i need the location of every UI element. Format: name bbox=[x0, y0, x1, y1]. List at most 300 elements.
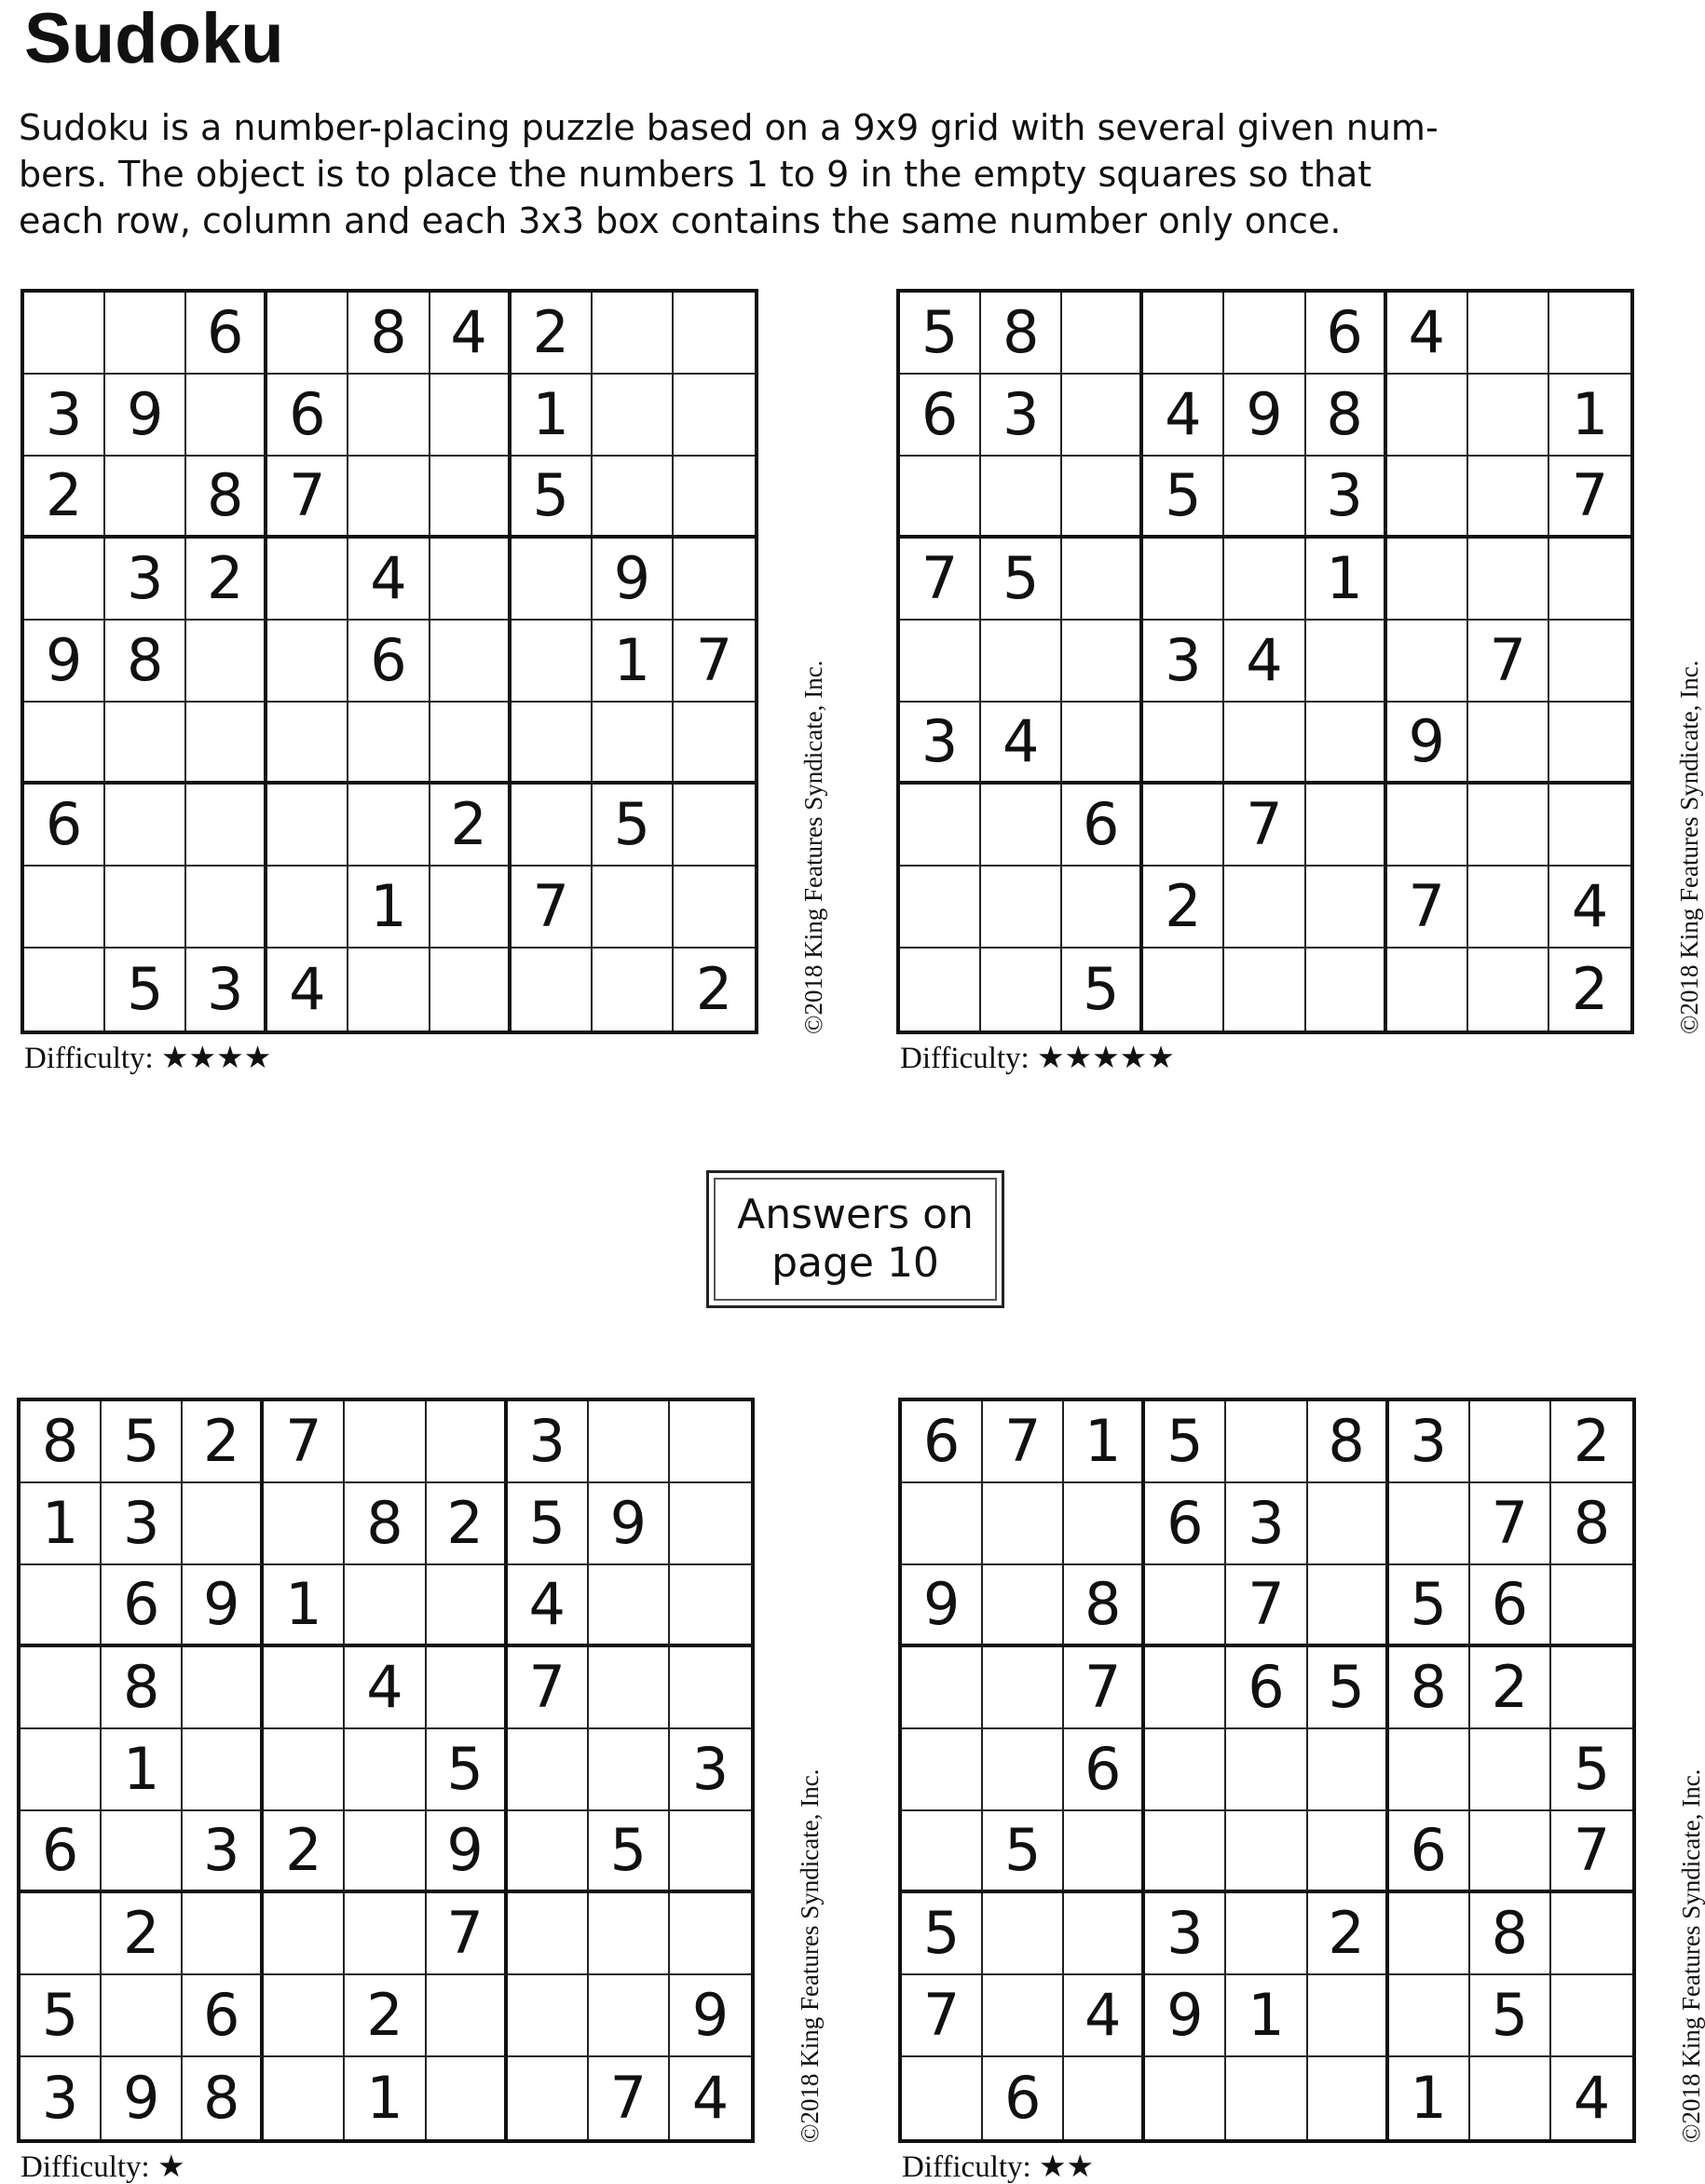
grid-cell[interactable]: 1 bbox=[512, 375, 593, 457]
grid-cell[interactable] bbox=[983, 1565, 1064, 1647]
grid-cell[interactable] bbox=[589, 1565, 670, 1647]
grid-cell[interactable]: 4 bbox=[345, 1647, 426, 1729]
grid-cell[interactable] bbox=[348, 785, 430, 867]
grid-cell[interactable]: 8 bbox=[1064, 1565, 1145, 1647]
grid-cell[interactable] bbox=[348, 703, 430, 785]
grid-cell[interactable] bbox=[427, 1975, 508, 2057]
grid-cell[interactable]: 7 bbox=[1549, 457, 1630, 539]
grid-cell[interactable] bbox=[508, 1729, 589, 1811]
grid-cell[interactable] bbox=[186, 621, 267, 703]
grid-cell[interactable]: 1 bbox=[1549, 375, 1630, 457]
grid-cell[interactable]: 2 bbox=[1308, 1893, 1389, 1975]
grid-cell[interactable]: 1 bbox=[102, 1729, 183, 1811]
grid-cell[interactable]: 3 bbox=[20, 2057, 102, 2139]
grid-cell[interactable] bbox=[1306, 785, 1387, 867]
grid-cell[interactable]: 6 bbox=[1389, 1811, 1470, 1893]
grid-cell[interactable] bbox=[102, 1811, 183, 1893]
grid-cell[interactable]: 3 bbox=[670, 1729, 751, 1811]
grid-cell[interactable] bbox=[1468, 703, 1549, 785]
grid-cell[interactable] bbox=[1549, 703, 1630, 785]
grid-cell[interactable] bbox=[1308, 1483, 1389, 1565]
grid-cell[interactable] bbox=[348, 457, 430, 539]
grid-cell[interactable] bbox=[593, 703, 674, 785]
grid-cell[interactable]: 5 bbox=[1145, 1401, 1226, 1483]
grid-cell[interactable]: 7 bbox=[983, 1401, 1064, 1483]
grid-cell[interactable]: 3 bbox=[102, 1483, 183, 1565]
grid-cell[interactable]: 3 bbox=[981, 375, 1062, 457]
grid-cell[interactable] bbox=[430, 457, 512, 539]
grid-cell[interactable] bbox=[264, 1647, 345, 1729]
grid-cell[interactable] bbox=[24, 867, 105, 949]
grid-cell[interactable] bbox=[670, 1565, 751, 1647]
grid-cell[interactable] bbox=[20, 1647, 102, 1729]
grid-cell[interactable] bbox=[1143, 785, 1224, 867]
grid-cell[interactable]: 5 bbox=[1143, 457, 1224, 539]
grid-cell[interactable]: 9 bbox=[1387, 703, 1468, 785]
grid-cell[interactable] bbox=[264, 1483, 345, 1565]
grid-cell[interactable] bbox=[593, 375, 674, 457]
grid-cell[interactable]: 3 bbox=[1306, 457, 1387, 539]
grid-cell[interactable] bbox=[1387, 457, 1468, 539]
grid-cell[interactable]: 7 bbox=[674, 621, 755, 703]
grid-cell[interactable]: 9 bbox=[427, 1811, 508, 1893]
grid-cell[interactable]: 7 bbox=[508, 1647, 589, 1729]
grid-cell[interactable]: 3 bbox=[24, 375, 105, 457]
grid-cell[interactable] bbox=[1389, 1975, 1470, 2057]
grid-cell[interactable] bbox=[1468, 539, 1549, 621]
grid-cell[interactable] bbox=[674, 457, 755, 539]
grid-cell[interactable] bbox=[1145, 2057, 1226, 2139]
grid-cell[interactable] bbox=[1306, 949, 1387, 1031]
grid-cell[interactable] bbox=[267, 293, 348, 375]
grid-cell[interactable] bbox=[902, 1647, 983, 1729]
grid-cell[interactable] bbox=[1387, 949, 1468, 1031]
grid-cell[interactable]: 6 bbox=[348, 621, 430, 703]
grid-cell[interactable]: 8 bbox=[102, 1647, 183, 1729]
grid-cell[interactable]: 5 bbox=[593, 785, 674, 867]
grid-cell[interactable] bbox=[264, 1893, 345, 1975]
grid-cell[interactable]: 9 bbox=[183, 1565, 264, 1647]
grid-cell[interactable]: 7 bbox=[1226, 1565, 1307, 1647]
grid-cell[interactable]: 2 bbox=[430, 785, 512, 867]
grid-cell[interactable] bbox=[1226, 1729, 1307, 1811]
grid-cell[interactable]: 8 bbox=[105, 621, 186, 703]
grid-cell[interactable]: 4 bbox=[267, 949, 348, 1031]
grid-cell[interactable]: 6 bbox=[20, 1811, 102, 1893]
grid-cell[interactable] bbox=[1549, 621, 1630, 703]
grid-cell[interactable]: 6 bbox=[183, 1975, 264, 2057]
grid-cell[interactable] bbox=[983, 1729, 1064, 1811]
grid-cell[interactable] bbox=[105, 785, 186, 867]
grid-cell[interactable]: 2 bbox=[1551, 1401, 1632, 1483]
grid-cell[interactable] bbox=[1470, 1729, 1551, 1811]
grid-cell[interactable]: 9 bbox=[902, 1565, 983, 1647]
grid-cell[interactable] bbox=[508, 2057, 589, 2139]
grid-cell[interactable] bbox=[983, 1483, 1064, 1565]
grid-cell[interactable] bbox=[1468, 867, 1549, 949]
grid-cell[interactable] bbox=[1387, 621, 1468, 703]
grid-cell[interactable]: 6 bbox=[24, 785, 105, 867]
grid-cell[interactable] bbox=[186, 375, 267, 457]
grid-cell[interactable] bbox=[20, 1893, 102, 1975]
grid-cell[interactable] bbox=[1470, 1811, 1551, 1893]
grid-cell[interactable] bbox=[1224, 949, 1305, 1031]
grid-cell[interactable] bbox=[345, 1401, 426, 1483]
grid-cell[interactable] bbox=[1143, 539, 1224, 621]
grid-cell[interactable]: 8 bbox=[345, 1483, 426, 1565]
grid-cell[interactable]: 7 bbox=[1387, 867, 1468, 949]
grid-cell[interactable] bbox=[1468, 293, 1549, 375]
grid-cell[interactable] bbox=[1551, 1647, 1632, 1729]
grid-cell[interactable] bbox=[1308, 1975, 1389, 2057]
grid-cell[interactable]: 5 bbox=[981, 539, 1062, 621]
grid-cell[interactable]: 4 bbox=[1143, 375, 1224, 457]
grid-cell[interactable] bbox=[589, 1647, 670, 1729]
grid-cell[interactable]: 6 bbox=[1470, 1565, 1551, 1647]
grid-cell[interactable] bbox=[589, 1729, 670, 1811]
grid-cell[interactable] bbox=[670, 1483, 751, 1565]
grid-cell[interactable] bbox=[670, 1811, 751, 1893]
grid-cell[interactable] bbox=[105, 867, 186, 949]
grid-cell[interactable] bbox=[186, 867, 267, 949]
grid-cell[interactable]: 5 bbox=[900, 293, 981, 375]
grid-cell[interactable]: 8 bbox=[1551, 1483, 1632, 1565]
grid-cell[interactable]: 6 bbox=[1062, 785, 1143, 867]
grid-cell[interactable]: 5 bbox=[508, 1483, 589, 1565]
grid-cell[interactable] bbox=[183, 1893, 264, 1975]
grid-cell[interactable] bbox=[430, 621, 512, 703]
grid-cell[interactable] bbox=[1064, 1483, 1145, 1565]
grid-cell[interactable]: 6 bbox=[1064, 1729, 1145, 1811]
grid-cell[interactable]: 1 bbox=[1064, 1401, 1145, 1483]
grid-cell[interactable] bbox=[981, 621, 1062, 703]
grid-cell[interactable] bbox=[267, 539, 348, 621]
grid-cell[interactable] bbox=[1224, 867, 1305, 949]
grid-cell[interactable]: 9 bbox=[102, 2057, 183, 2139]
grid-cell[interactable] bbox=[508, 1811, 589, 1893]
grid-cell[interactable] bbox=[1145, 1811, 1226, 1893]
grid-cell[interactable] bbox=[1224, 293, 1305, 375]
grid-cell[interactable] bbox=[267, 867, 348, 949]
grid-cell[interactable]: 5 bbox=[1308, 1647, 1389, 1729]
grid-cell[interactable] bbox=[674, 867, 755, 949]
grid-cell[interactable] bbox=[183, 1647, 264, 1729]
grid-cell[interactable] bbox=[1062, 867, 1143, 949]
grid-cell[interactable]: 6 bbox=[1145, 1483, 1226, 1565]
grid-cell[interactable]: 4 bbox=[508, 1565, 589, 1647]
grid-cell[interactable]: 2 bbox=[183, 1401, 264, 1483]
grid-cell[interactable] bbox=[1224, 703, 1305, 785]
grid-cell[interactable] bbox=[674, 539, 755, 621]
grid-cell[interactable] bbox=[902, 1483, 983, 1565]
grid-cell[interactable] bbox=[1468, 785, 1549, 867]
grid-cell[interactable] bbox=[981, 867, 1062, 949]
grid-cell[interactable]: 5 bbox=[902, 1893, 983, 1975]
grid-cell[interactable] bbox=[1226, 1401, 1307, 1483]
grid-cell[interactable] bbox=[345, 1811, 426, 1893]
grid-cell[interactable]: 7 bbox=[902, 1975, 983, 2057]
grid-cell[interactable]: 6 bbox=[267, 375, 348, 457]
grid-cell[interactable] bbox=[430, 867, 512, 949]
grid-cell[interactable] bbox=[1308, 1811, 1389, 1893]
grid-cell[interactable] bbox=[508, 1893, 589, 1975]
grid-cell[interactable] bbox=[1064, 1811, 1145, 1893]
grid-cell[interactable] bbox=[900, 621, 981, 703]
grid-cell[interactable]: 8 bbox=[20, 1401, 102, 1483]
grid-cell[interactable]: 8 bbox=[348, 293, 430, 375]
grid-cell[interactable] bbox=[1143, 703, 1224, 785]
grid-cell[interactable] bbox=[674, 375, 755, 457]
grid-cell[interactable] bbox=[1226, 1811, 1307, 1893]
grid-cell[interactable] bbox=[512, 785, 593, 867]
grid-cell[interactable] bbox=[1387, 785, 1468, 867]
grid-cell[interactable] bbox=[427, 1565, 508, 1647]
grid-cell[interactable] bbox=[902, 2057, 983, 2139]
grid-cell[interactable]: 9 bbox=[593, 539, 674, 621]
grid-cell[interactable] bbox=[670, 1401, 751, 1483]
grid-cell[interactable] bbox=[427, 2057, 508, 2139]
grid-cell[interactable] bbox=[593, 949, 674, 1031]
grid-cell[interactable]: 1 bbox=[264, 1565, 345, 1647]
grid-cell[interactable] bbox=[183, 1729, 264, 1811]
grid-cell[interactable]: 8 bbox=[186, 457, 267, 539]
grid-cell[interactable]: 2 bbox=[1571, 955, 1609, 1023]
grid-cell[interactable] bbox=[1145, 1647, 1226, 1729]
grid-cell[interactable] bbox=[512, 703, 593, 785]
grid-cell[interactable] bbox=[1306, 621, 1387, 703]
grid-cell[interactable]: 7 bbox=[512, 867, 593, 949]
grid-cell[interactable] bbox=[1549, 785, 1630, 867]
grid-cell[interactable] bbox=[1551, 1565, 1632, 1647]
grid-cell[interactable] bbox=[983, 1893, 1064, 1975]
grid-cell[interactable]: 7 bbox=[427, 1893, 508, 1975]
grid-cell[interactable]: 2 bbox=[1470, 1647, 1551, 1729]
grid-cell[interactable] bbox=[1145, 1729, 1226, 1811]
grid-cell[interactable]: 3 bbox=[1145, 1893, 1226, 1975]
grid-cell[interactable] bbox=[981, 785, 1062, 867]
grid-cell[interactable]: 7 bbox=[589, 2057, 670, 2139]
grid-cell[interactable]: 7 bbox=[1064, 1647, 1145, 1729]
grid-cell[interactable]: 2 bbox=[186, 539, 267, 621]
grid-cell[interactable] bbox=[670, 1893, 751, 1975]
grid-cell[interactable]: 5 bbox=[1551, 1729, 1632, 1811]
grid-cell[interactable] bbox=[670, 1647, 751, 1729]
grid-cell[interactable] bbox=[902, 1729, 983, 1811]
grid-cell[interactable]: 7 bbox=[900, 539, 981, 621]
grid-cell[interactable] bbox=[1549, 539, 1630, 621]
grid-cell[interactable] bbox=[1387, 375, 1468, 457]
grid-cell[interactable] bbox=[430, 539, 512, 621]
grid-cell[interactable]: 6 bbox=[186, 293, 267, 375]
grid-cell[interactable]: 3 bbox=[508, 1401, 589, 1483]
grid-cell[interactable] bbox=[24, 949, 105, 1031]
grid-cell[interactable]: 9 bbox=[589, 1483, 670, 1565]
grid-cell[interactable] bbox=[1389, 1729, 1470, 1811]
grid-cell[interactable] bbox=[1062, 621, 1143, 703]
grid-cell[interactable]: 2 bbox=[695, 955, 733, 1023]
grid-cell[interactable] bbox=[1064, 1893, 1145, 1975]
grid-cell[interactable]: 7 bbox=[1551, 1811, 1632, 1893]
grid-cell[interactable]: 8 bbox=[183, 2057, 264, 2139]
grid-cell[interactable] bbox=[1062, 703, 1143, 785]
grid-cell[interactable] bbox=[589, 1975, 670, 2057]
grid-cell[interactable] bbox=[427, 1647, 508, 1729]
grid-cell[interactable] bbox=[427, 1401, 508, 1483]
grid-cell[interactable]: 9 bbox=[105, 375, 186, 457]
grid-cell[interactable]: 8 bbox=[1470, 1893, 1551, 1975]
grid-cell[interactable]: 4 bbox=[1387, 293, 1468, 375]
grid-cell[interactable]: 2 bbox=[264, 1811, 345, 1893]
grid-cell[interactable]: 5 bbox=[427, 1729, 508, 1811]
grid-cell[interactable]: 3 bbox=[1226, 1483, 1307, 1565]
grid-cell[interactable]: 2 bbox=[102, 1893, 183, 1975]
grid-cell[interactable]: 5 bbox=[1470, 1975, 1551, 2057]
grid-cell[interactable] bbox=[902, 1811, 983, 1893]
grid-cell[interactable] bbox=[24, 703, 105, 785]
grid-cell[interactable] bbox=[264, 2057, 345, 2139]
grid-cell[interactable] bbox=[105, 293, 186, 375]
grid-cell[interactable] bbox=[345, 1565, 426, 1647]
grid-cell[interactable] bbox=[1470, 2057, 1551, 2139]
grid-cell[interactable] bbox=[105, 457, 186, 539]
grid-cell[interactable] bbox=[1064, 2057, 1145, 2139]
grid-cell[interactable]: 6 bbox=[1306, 293, 1387, 375]
grid-cell[interactable]: 7 bbox=[1470, 1483, 1551, 1565]
grid-cell[interactable]: 5 bbox=[105, 949, 186, 1031]
grid-cell[interactable]: 5 bbox=[102, 1401, 183, 1483]
grid-cell[interactable] bbox=[1468, 949, 1549, 1031]
grid-cell[interactable]: 7 bbox=[267, 457, 348, 539]
grid-cell[interactable] bbox=[267, 621, 348, 703]
grid-cell[interactable]: 7 bbox=[1468, 621, 1549, 703]
grid-cell[interactable] bbox=[983, 1647, 1064, 1729]
grid-cell[interactable]: 4 bbox=[1573, 2064, 1611, 2132]
grid-cell[interactable] bbox=[512, 621, 593, 703]
grid-cell[interactable] bbox=[1468, 457, 1549, 539]
grid-cell[interactable] bbox=[20, 1729, 102, 1811]
grid-cell[interactable] bbox=[186, 703, 267, 785]
grid-cell[interactable] bbox=[1549, 293, 1630, 375]
grid-cell[interactable]: 3 bbox=[105, 539, 186, 621]
grid-cell[interactable] bbox=[24, 539, 105, 621]
grid-cell[interactable]: 1 bbox=[1306, 539, 1387, 621]
grid-cell[interactable]: 4 bbox=[1224, 621, 1305, 703]
grid-cell[interactable]: 7 bbox=[264, 1401, 345, 1483]
grid-cell[interactable] bbox=[900, 785, 981, 867]
grid-cell[interactable] bbox=[981, 949, 1062, 1031]
grid-cell[interactable]: 9 bbox=[1224, 375, 1305, 457]
grid-cell[interactable] bbox=[983, 1975, 1064, 2057]
grid-cell[interactable] bbox=[1306, 867, 1387, 949]
grid-cell[interactable]: 1 bbox=[1226, 1975, 1307, 2057]
grid-cell[interactable] bbox=[1308, 1565, 1389, 1647]
grid-cell[interactable] bbox=[183, 1483, 264, 1565]
grid-cell[interactable] bbox=[900, 457, 981, 539]
grid-cell[interactable]: 5 bbox=[1389, 1565, 1470, 1647]
grid-cell[interactable] bbox=[1551, 1975, 1632, 2057]
grid-cell[interactable] bbox=[264, 1729, 345, 1811]
grid-cell[interactable] bbox=[900, 867, 981, 949]
grid-cell[interactable] bbox=[348, 375, 430, 457]
grid-cell[interactable]: 1 bbox=[593, 621, 674, 703]
grid-cell[interactable] bbox=[1224, 457, 1305, 539]
grid-cell[interactable] bbox=[593, 293, 674, 375]
grid-cell[interactable]: 1 bbox=[20, 1483, 102, 1565]
grid-cell[interactable] bbox=[1062, 375, 1143, 457]
grid-cell[interactable] bbox=[264, 1975, 345, 2057]
grid-cell[interactable] bbox=[512, 539, 593, 621]
grid-cell[interactable] bbox=[267, 785, 348, 867]
grid-cell[interactable]: 4 bbox=[691, 2064, 730, 2132]
grid-cell[interactable]: 2 bbox=[427, 1483, 508, 1565]
grid-cell[interactable] bbox=[512, 949, 593, 1031]
grid-cell[interactable] bbox=[1470, 1401, 1551, 1483]
grid-cell[interactable]: 7 bbox=[1224, 785, 1305, 867]
grid-cell[interactable] bbox=[105, 703, 186, 785]
grid-cell[interactable]: 3 bbox=[186, 949, 267, 1031]
grid-cell[interactable]: 5 bbox=[1062, 949, 1143, 1031]
grid-cell[interactable] bbox=[345, 1729, 426, 1811]
grid-cell[interactable]: 8 bbox=[1306, 375, 1387, 457]
grid-cell[interactable]: 3 bbox=[1389, 1401, 1470, 1483]
grid-cell[interactable] bbox=[674, 293, 755, 375]
grid-cell[interactable]: 3 bbox=[1143, 621, 1224, 703]
grid-cell[interactable] bbox=[186, 785, 267, 867]
grid-cell[interactable]: 4 bbox=[981, 703, 1062, 785]
grid-cell[interactable] bbox=[102, 1975, 183, 2057]
grid-cell[interactable] bbox=[1062, 293, 1143, 375]
grid-cell[interactable] bbox=[345, 1893, 426, 1975]
grid-cell[interactable] bbox=[508, 1975, 589, 2057]
grid-cell[interactable]: 5 bbox=[983, 1811, 1064, 1893]
grid-cell[interactable] bbox=[1308, 1729, 1389, 1811]
grid-cell[interactable]: 2 bbox=[1143, 867, 1224, 949]
grid-cell[interactable]: 9 bbox=[24, 621, 105, 703]
grid-cell[interactable] bbox=[1387, 539, 1468, 621]
grid-cell[interactable] bbox=[1306, 703, 1387, 785]
grid-cell[interactable]: 1 bbox=[1389, 2057, 1470, 2139]
grid-cell[interactable]: 1 bbox=[345, 2057, 426, 2139]
grid-cell[interactable] bbox=[1062, 457, 1143, 539]
grid-cell[interactable]: 3 bbox=[900, 703, 981, 785]
grid-cell[interactable]: 2 bbox=[512, 293, 593, 375]
grid-cell[interactable] bbox=[593, 867, 674, 949]
grid-cell[interactable]: 6 bbox=[102, 1565, 183, 1647]
grid-cell[interactable] bbox=[430, 703, 512, 785]
grid-cell[interactable]: 4 bbox=[1549, 867, 1630, 949]
grid-cell[interactable]: 6 bbox=[983, 2057, 1064, 2139]
grid-cell[interactable] bbox=[1145, 1565, 1226, 1647]
grid-cell[interactable]: 6 bbox=[902, 1401, 983, 1483]
grid-cell[interactable] bbox=[1551, 1893, 1632, 1975]
grid-cell[interactable]: 5 bbox=[589, 1811, 670, 1893]
grid-cell[interactable]: 2 bbox=[345, 1975, 426, 2057]
grid-cell[interactable]: 3 bbox=[183, 1811, 264, 1893]
grid-cell[interactable]: 6 bbox=[1226, 1647, 1307, 1729]
grid-cell[interactable]: 8 bbox=[981, 293, 1062, 375]
grid-cell[interactable] bbox=[20, 1565, 102, 1647]
grid-cell[interactable] bbox=[1308, 2057, 1389, 2139]
grid-cell[interactable]: 9 bbox=[1145, 1975, 1226, 2057]
grid-cell[interactable]: 9 bbox=[670, 1975, 751, 2057]
grid-cell[interactable] bbox=[430, 949, 512, 1031]
grid-cell[interactable] bbox=[674, 703, 755, 785]
grid-cell[interactable]: 8 bbox=[1389, 1647, 1470, 1729]
grid-cell[interactable] bbox=[1062, 539, 1143, 621]
grid-cell[interactable] bbox=[1226, 2057, 1307, 2139]
grid-cell[interactable]: 1 bbox=[348, 867, 430, 949]
grid-cell[interactable] bbox=[1143, 293, 1224, 375]
